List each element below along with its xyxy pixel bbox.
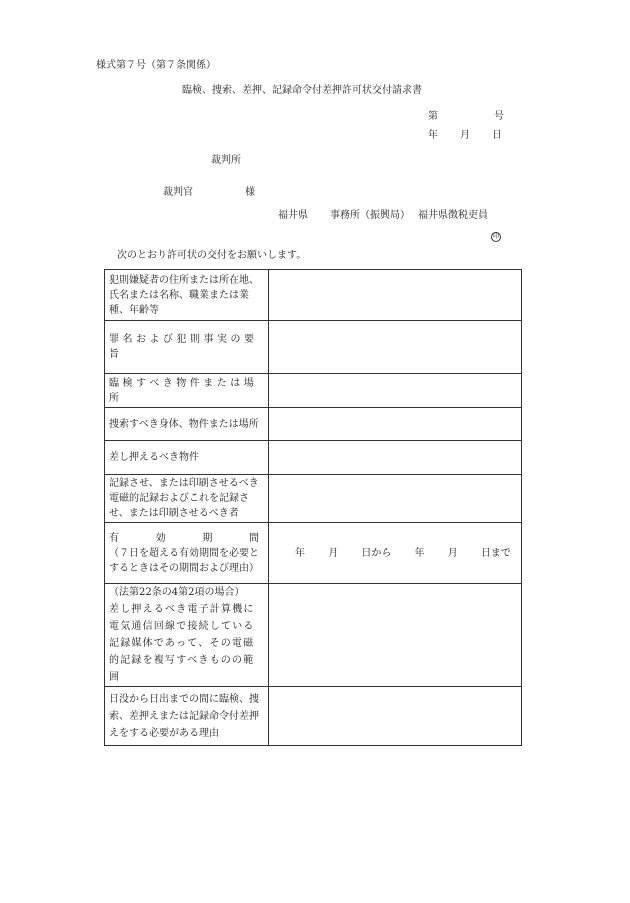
row-value-remote[interactable] bbox=[269, 584, 522, 687]
table-row bbox=[105, 408, 522, 441]
request-form-table bbox=[104, 269, 522, 746]
row-label-remote bbox=[105, 584, 269, 687]
validity-to-year: 年 bbox=[414, 547, 425, 559]
remote-condition: （法第22条の4第2項の場合） bbox=[109, 587, 245, 598]
applicant-office: 事務所（振興局） bbox=[330, 210, 410, 221]
row-label-validity bbox=[105, 523, 269, 584]
row-value-seizure[interactable] bbox=[269, 441, 522, 475]
table-row bbox=[105, 441, 522, 475]
row-value-inspection[interactable] bbox=[269, 374, 522, 408]
validity-heading-char: 間 bbox=[248, 532, 259, 544]
date-month-label: 月 bbox=[460, 130, 470, 141]
table-row bbox=[105, 475, 522, 523]
row-label-search: 捜索すべき身体、物件または場所 bbox=[105, 408, 269, 441]
row-label-suspect: 犯則嫌疑者の住所または所在地、氏名または名称、職業または業種、年齢等 bbox=[105, 270, 269, 321]
intro-text: 次のとおり許可状の交付をお願いします。 bbox=[117, 250, 307, 261]
row-label-charge: 罪名および犯則事実の要旨 bbox=[105, 321, 269, 374]
row-value-charge[interactable] bbox=[269, 321, 522, 374]
form-label: 様式第７号（第７条関係） bbox=[96, 60, 216, 71]
table-row bbox=[105, 270, 522, 321]
date-year-label: 年 bbox=[428, 130, 438, 141]
validity-heading-char: 効 bbox=[155, 532, 166, 544]
validity-to-month: 月 bbox=[447, 547, 458, 559]
row-value-night[interactable] bbox=[269, 687, 522, 746]
judge-label: 裁判官 bbox=[163, 187, 193, 198]
validity-note: （７日を超える有効期間を必要とするときはその期間および理由） bbox=[109, 547, 259, 574]
validity-heading bbox=[109, 531, 259, 546]
validity-to-day: 日まで bbox=[480, 547, 511, 559]
row-label-seizure: 差し押えるべき物件 bbox=[105, 441, 269, 475]
row-value-search[interactable] bbox=[269, 408, 522, 441]
number-suffix: 号 bbox=[494, 111, 504, 122]
court-label: 裁判所 bbox=[211, 155, 241, 166]
table-row bbox=[105, 523, 522, 584]
seal-mark: 印 bbox=[492, 233, 499, 240]
table-row bbox=[105, 321, 522, 374]
table-row bbox=[105, 584, 522, 687]
row-value-suspect[interactable] bbox=[269, 270, 522, 321]
applicant-title: 福井県徴税吏員 bbox=[418, 210, 488, 221]
validity-heading-char: 期 bbox=[202, 532, 213, 544]
row-label-night: 日没から日出までの間に臨検、捜索、差押えまたは記録命令付差押えをする必要がある理由 bbox=[105, 687, 269, 746]
table-row bbox=[105, 687, 522, 746]
validity-from-day: 日から bbox=[361, 547, 392, 559]
honorific-label: 様 bbox=[245, 187, 255, 198]
date-day-label: 日 bbox=[492, 130, 502, 141]
validity-from-month: 月 bbox=[328, 547, 339, 559]
row-label-inspection: 臨検すべき物件または場所 bbox=[105, 374, 269, 408]
row-value-validity[interactable] bbox=[269, 523, 522, 584]
remote-label: 差し押えるべき電子計算機に電気通信回線で接続している記録媒体であって、その電磁的記録を複写すべきものの範囲 bbox=[109, 604, 255, 683]
validity-heading-char: 有 bbox=[109, 532, 119, 544]
row-value-records[interactable] bbox=[269, 475, 522, 523]
validity-from-year: 年 bbox=[295, 547, 305, 559]
number-prefix: 第 bbox=[428, 111, 438, 122]
table-row bbox=[105, 374, 522, 408]
document-title: 臨検、捜索、差押、記録命令付差押許可状交付請求書 bbox=[182, 85, 422, 96]
row-label-records: 記録させ、または印刷させるべき電磁的記録およびこれを記録させ、または印刷させるべき者 bbox=[105, 475, 269, 523]
applicant-prefecture: 福井県 bbox=[278, 210, 308, 221]
validity-date-range bbox=[273, 546, 517, 561]
